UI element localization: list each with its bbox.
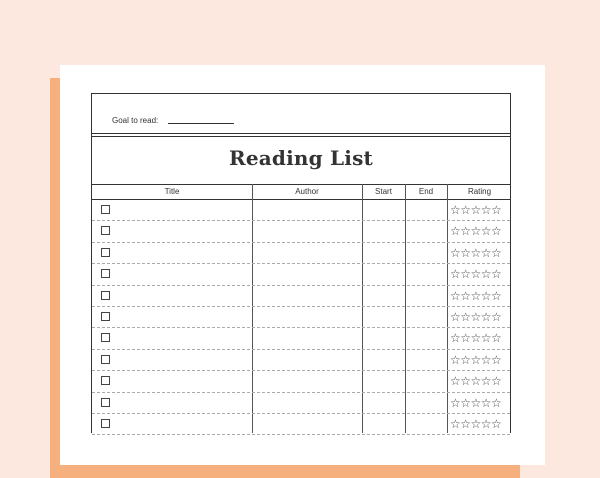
- table-row: [92, 371, 510, 392]
- table-row: [92, 200, 510, 221]
- table-row: [92, 221, 510, 242]
- rating-stars-icon[interactable]: ☆☆☆☆☆: [450, 288, 502, 303]
- table-row: [92, 243, 510, 264]
- column-header-start: Start: [375, 187, 392, 196]
- table-row: [92, 393, 510, 414]
- rating-stars-icon[interactable]: ☆☆☆☆☆: [450, 352, 502, 367]
- goal-label: Goal to read:: [112, 116, 159, 125]
- column-header-rating: Rating: [467, 187, 492, 196]
- table-row: [92, 328, 510, 349]
- checkbox-icon[interactable]: [101, 291, 110, 300]
- column-header-end: End: [418, 187, 434, 196]
- rating-stars-icon[interactable]: ☆☆☆☆☆: [450, 267, 502, 282]
- rating-stars-icon[interactable]: ☆☆☆☆☆: [450, 374, 502, 389]
- checkbox-icon[interactable]: [101, 248, 110, 257]
- table-row: [92, 264, 510, 285]
- reading-rows: [92, 200, 510, 435]
- column-header-author: Author: [295, 187, 319, 196]
- double-divider: [92, 133, 510, 137]
- column-header-title: Title: [164, 187, 180, 196]
- goal-row: [92, 94, 510, 134]
- rating-stars-icon[interactable]: ☆☆☆☆☆: [450, 245, 502, 260]
- reading-list-frame: [91, 93, 511, 433]
- checkbox-icon[interactable]: [101, 205, 110, 214]
- table-row: [92, 286, 510, 307]
- checkbox-icon[interactable]: [101, 398, 110, 407]
- rating-stars-icon[interactable]: ☆☆☆☆☆: [450, 203, 502, 217]
- checkbox-icon[interactable]: [101, 355, 110, 364]
- page-title: Reading List: [229, 146, 373, 170]
- goal-blank-line[interactable]: [168, 123, 234, 124]
- table-row: [92, 307, 510, 328]
- table-row: [92, 414, 510, 435]
- rating-stars-icon[interactable]: ☆☆☆☆☆: [450, 224, 502, 239]
- rating-stars-icon[interactable]: ☆☆☆☆☆: [450, 395, 502, 410]
- checkbox-icon[interactable]: [101, 419, 110, 428]
- checkbox-icon[interactable]: [101, 333, 110, 342]
- checkbox-icon[interactable]: [101, 376, 110, 385]
- rating-stars-icon[interactable]: ☆☆☆☆☆: [450, 416, 502, 431]
- table-row: [92, 350, 510, 371]
- checkbox-icon[interactable]: [101, 226, 110, 235]
- checkbox-icon[interactable]: [101, 312, 110, 321]
- rating-stars-icon[interactable]: ☆☆☆☆☆: [450, 331, 502, 346]
- rating-stars-icon[interactable]: ☆☆☆☆☆: [450, 309, 502, 324]
- checkbox-icon[interactable]: [101, 269, 110, 278]
